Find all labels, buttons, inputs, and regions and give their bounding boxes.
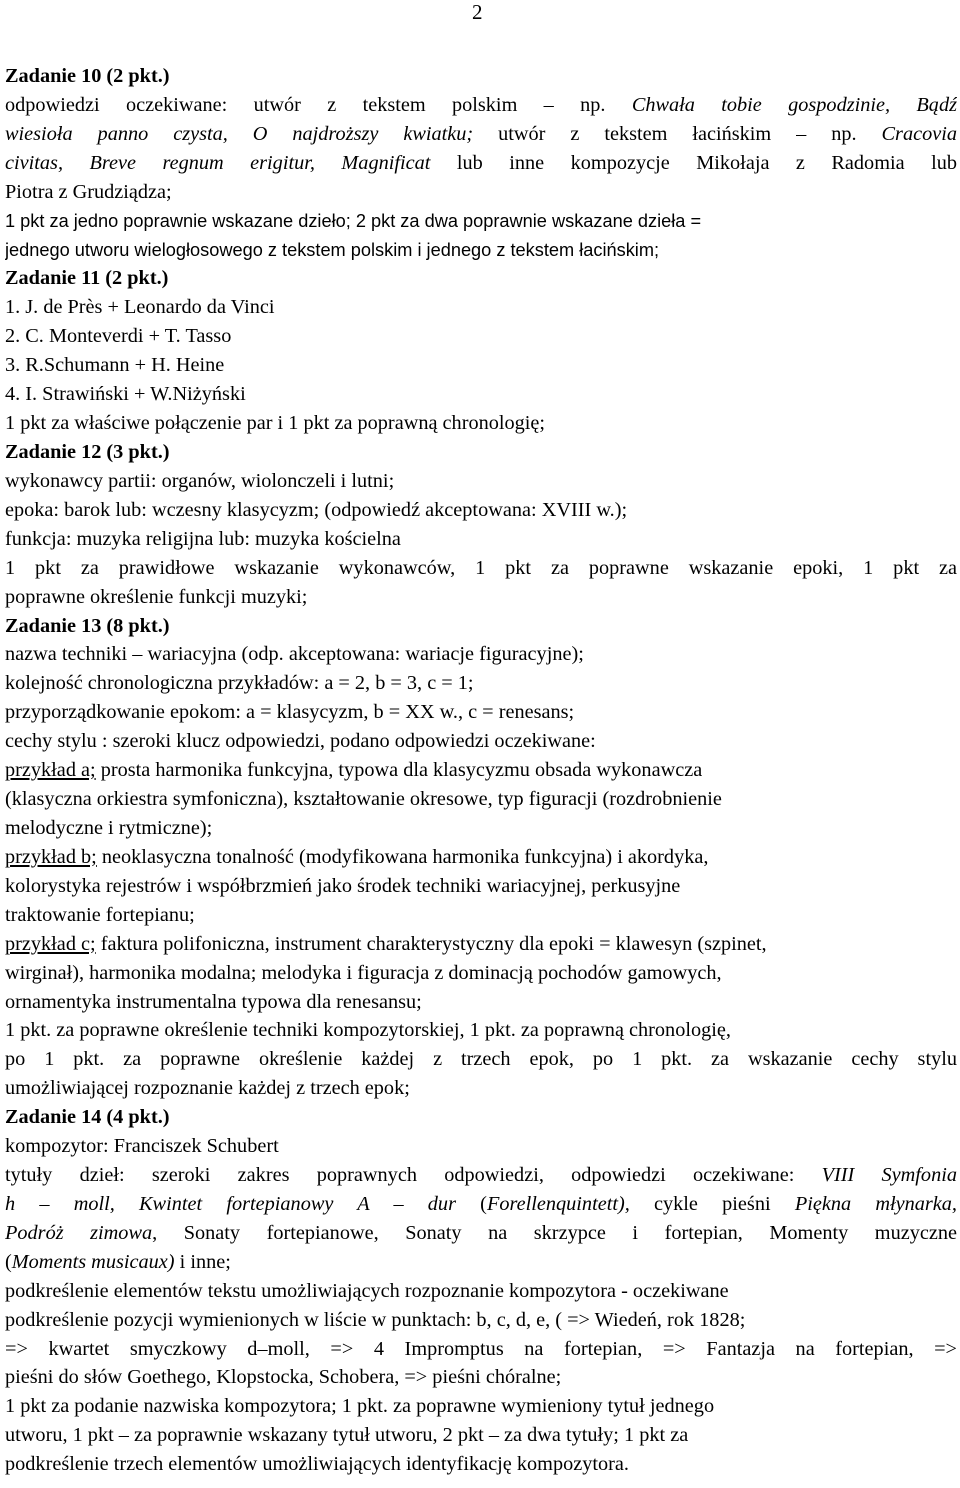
text-line (5, 1103, 957, 1132)
text-line (5, 1277, 957, 1306)
text-line (5, 1392, 957, 1421)
text-line (5, 872, 957, 901)
text-span: podkreślenie elementów tekstu umożliwiających rozpoznanie kompozytora - oczekiwane (5, 1279, 729, 1302)
text-line (5, 1074, 957, 1103)
text-span: traktowanie fortepianu; (5, 903, 195, 926)
text-line (5, 293, 957, 322)
text-span: po 1 pkt. za poprawne określenie każdej z trzech epok, po 1 pkt. za wskazanie cechy stylu (5, 1048, 957, 1071)
text-line (5, 380, 957, 409)
text-span: 4. I. Strawiński + W.Niżyński (5, 383, 246, 406)
section-heading: Zadanie 14 (4 pkt.) (5, 1106, 170, 1129)
text-line (5, 149, 957, 178)
text-span: podkreślenie trzech elementów umożliwiających identyfikację kompozytora. (5, 1453, 629, 1476)
section-heading: Zadanie 11 (2 pkt.) (5, 267, 169, 290)
section-heading: Zadanie 12 (3 pkt.) (5, 440, 170, 463)
text-span: 1 pkt za prawidłowe wskazanie wykonawców, 1 pkt za poprawne wskazanie epoki, 1 pkt za (5, 556, 957, 579)
text-span: kolorystyka rejestrów i współbrzmień jako środek techniki wariacyjnej, perkusyjne (5, 874, 681, 897)
text-line (5, 756, 957, 785)
text-line (5, 1363, 957, 1392)
text-line (5, 438, 957, 467)
text-span: przykład c; (5, 932, 96, 955)
text-span: jednego utworu wielogłosowego z tekstem polskim i jednego z tekstem łacińskim; (5, 239, 660, 260)
text-span: Forellenquintett), (486, 1192, 630, 1215)
text-span: 1 pkt za jedno poprawnie wskazane dzieło; 2 pkt za dwa poprawnie wskazane dzieła = (5, 210, 702, 231)
text-line (5, 959, 957, 988)
text-span: VIII Symfonia (821, 1164, 957, 1187)
text-line (5, 698, 957, 727)
text-span: Piękna młynarka, (794, 1192, 957, 1215)
text-line (5, 236, 957, 265)
text-span: 3. R.Schumann + H. Heine (5, 354, 225, 377)
text-span: nazwa techniki – wariacyjna (odp. akceptowana: wariacje figuracyjne); (5, 643, 584, 666)
text-span: ( (455, 1192, 487, 1215)
text-line (5, 612, 957, 641)
text-span: wiesioła panno czysta, O najdroższy kwiatku; (5, 122, 474, 145)
document-body (5, 62, 957, 1479)
text-line (5, 496, 957, 525)
text-span: i inne; (174, 1250, 231, 1273)
text-span: prosta harmonika funkcyjna, typowa dla klasycyzmu obsada wykonawcza (95, 759, 703, 782)
text-span: utwór z tekstem łacińskim – np. (473, 122, 882, 145)
text-span: 1 pkt. za poprawne określenie techniki kompozytorskiej, 1 pkt. za poprawną chronologię, (5, 1019, 731, 1042)
text-line (5, 467, 957, 496)
text-span: przykład b; (5, 845, 97, 868)
text-line (5, 640, 957, 669)
text-span: , Sonaty fortepianowe, Sonaty na skrzypce i fortepian, Momenty muzyczne (152, 1221, 957, 1244)
text-span: cechy stylu : szeroki klucz odpowiedzi, podano odpowiedzi oczekiwane: (5, 730, 596, 753)
text-span: melodyczne i rytmiczne); (5, 816, 213, 839)
text-span: poprawne określenie funkcji muzyki; (5, 585, 308, 608)
text-span: Cracovia (881, 122, 957, 145)
text-span: Podróż zimowa (5, 1221, 153, 1244)
text-line (5, 1306, 957, 1335)
page-number: 2 (472, 0, 483, 24)
text-line (5, 583, 957, 612)
text-span: kompozytor: Franciszek Schubert (5, 1135, 279, 1158)
text-span: Piotra z Grudziądza; (5, 180, 172, 203)
text-span: ( (5, 1250, 12, 1273)
text-line (5, 120, 957, 149)
text-span: 2. C. Monteverdi + T. Tasso (5, 325, 232, 348)
text-line (5, 409, 957, 438)
text-line (5, 988, 957, 1017)
text-span: => kwartet smyczkowy d–moll, => 4 Impromptus na fortepian, => Fantazja na fortepian, => (5, 1337, 957, 1360)
text-span: h – moll, Kwintet fortepianowy A – dur (5, 1192, 456, 1215)
text-span: przykład a; (5, 759, 96, 782)
text-line (5, 1045, 957, 1074)
text-span: odpowiedzi oczekiwane: utwór z tekstem polskim – np. (5, 93, 632, 116)
text-span: wykonawcy partii: organów, wiolonczeli i lutni; (5, 469, 395, 492)
text-span: epoka: barok lub: wczesny klasycyzm; (odpowiedź akceptowana: XVIII w.); (5, 498, 628, 521)
text-line (5, 1190, 957, 1219)
text-line (5, 1335, 957, 1364)
text-line (5, 814, 957, 843)
text-span: utworu, 1 pkt – za poprawnie wskazany tytuł utworu, 2 pkt – za dwa tytuły; 1 pkt za (5, 1424, 689, 1447)
text-span: kolejność chronologiczna przykładów: a = 2, b = 3, c = 1; (5, 672, 474, 695)
text-line (5, 264, 957, 293)
text-line (5, 901, 957, 930)
text-line (5, 1016, 957, 1045)
text-line (5, 669, 957, 698)
text-span: funkcja: muzyka religijna lub: muzyka kościelna (5, 527, 401, 550)
text-span: 1 pkt za właściwe połączenie par i 1 pkt za poprawną chronologię; (5, 412, 546, 435)
text-span: Chwała tobie gospodzinie, Bądź (631, 93, 957, 116)
text-line (5, 525, 957, 554)
text-span: pieśni do słów Goethego, Klopstocka, Schobera, => pieśni chóralne; (5, 1366, 562, 1389)
text-line (5, 554, 957, 583)
text-line (5, 1421, 957, 1450)
text-line (5, 727, 957, 756)
text-span: wirginał), harmonika modalna; melodyka i figuracja z dominacją pochodów gamowych, (5, 961, 722, 984)
text-line (5, 207, 957, 236)
text-span: 1 pkt za podanie nazwiska kompozytora; 1 pkt. za poprawne wymieniony tytuł jednego (5, 1395, 715, 1418)
text-span: 1. J. de Près + Leonardo da Vinci (5, 296, 275, 319)
text-span: cykle pieśni (629, 1192, 795, 1215)
text-line (5, 843, 957, 872)
text-span: (klasyczna orkiestra symfoniczna), kształtowanie okresowe, typ figuracji (rozdrobnienie (5, 788, 722, 811)
text-span: umożliwiającej rozpoznanie każdej z trzech epok; (5, 1077, 410, 1100)
text-line (5, 91, 957, 120)
text-span: civitas, Breve regnum erigitur, Magnificat (5, 151, 431, 174)
text-line (5, 1248, 957, 1277)
text-span: przyporządkowanie epokom: a = klasycyzm, b = XX w., c = renesans; (5, 701, 575, 724)
text-span: faktura polifoniczna, instrument charakterystyczny dla epoki = klawesyn (szpinet, (95, 932, 767, 955)
text-line (5, 1219, 957, 1248)
section-heading: Zadanie 13 (8 pkt.) (5, 614, 170, 637)
text-line (5, 62, 957, 91)
text-line (5, 785, 957, 814)
text-line (5, 178, 957, 207)
text-span: tytuły dzieł: szeroki zakres poprawnych odpowiedzi, odpowiedzi oczekiwane: (5, 1164, 822, 1187)
text-line (5, 351, 957, 380)
text-span: podkreślenie pozycji wymienionych w liście w punktach: b, c, d, e, ( => Wiedeń, rok 1828; (5, 1308, 746, 1331)
text-line (5, 1161, 957, 1190)
text-line (5, 930, 957, 959)
section-heading: Zadanie 10 (2 pkt.) (5, 65, 170, 87)
text-span: ornamentyka instrumentalna typowa dla renesansu; (5, 990, 422, 1013)
text-span: Moments musicaux) (11, 1250, 175, 1273)
text-line (5, 1132, 957, 1161)
text-span: neoklasyczna tonalność (modyfikowana harmonika funkcyjna) i akordyka, (96, 845, 709, 868)
text-span: lub inne kompozycje Mikołaja z Radomia lub (430, 151, 957, 174)
text-line (5, 322, 957, 351)
text-line (5, 1450, 957, 1479)
